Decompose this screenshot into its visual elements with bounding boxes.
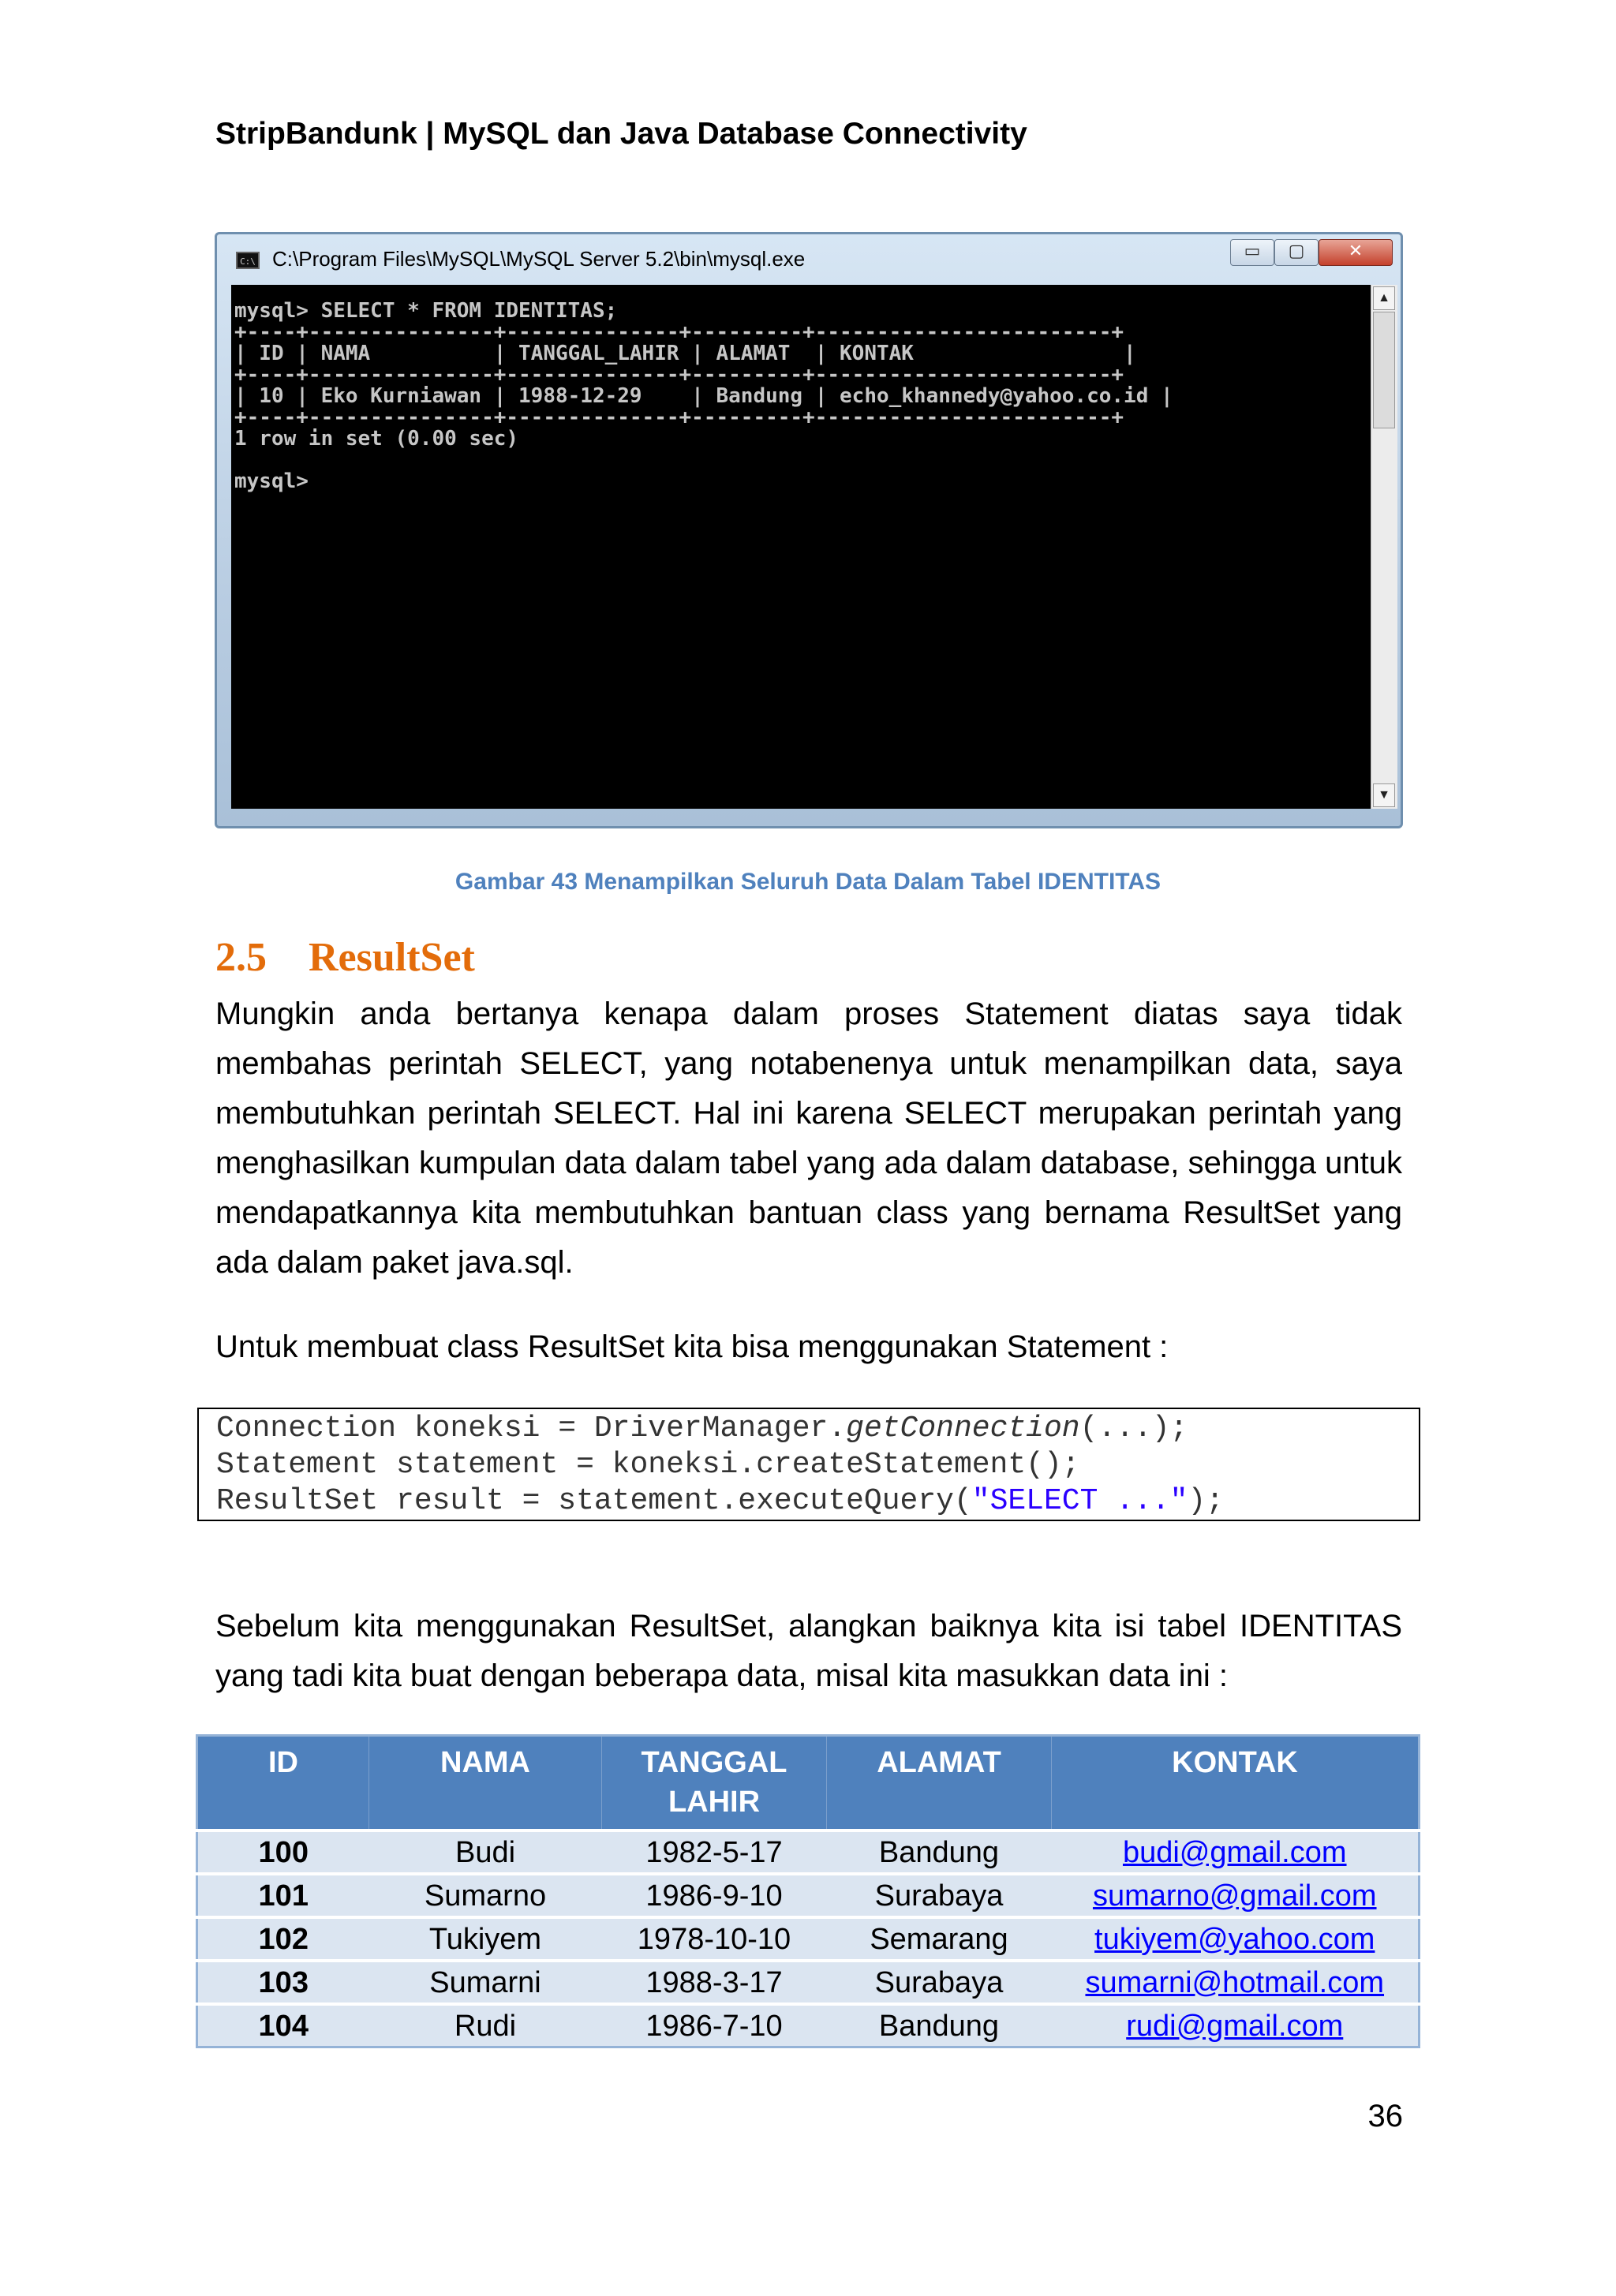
cell-nama: Budi [369,1830,602,1874]
identitas-data-table [196,1734,1420,2048]
maximize-button[interactable]: ▢ [1274,239,1319,266]
code-line-1: Connection koneksi = DriverManager.getConnection(...); [216,1412,1188,1445]
paragraph-statement: Untuk membuat class ResultSet kita bisa menggunakan Statement : [215,1329,1169,1364]
figure-caption: Gambar 43 Menampilkan Seluruh Data Dalam Tabel IDENTITAS [454,869,1162,895]
section-title: ResultSet [309,935,475,980]
console-text: mysql> SELECT * FROM IDENTITAS; +----+---------------+--------------+---------+------------------------+ | ID | NAMA | TANGGAL_LAHIR | ALAMAT | KONTAK | +----+---------------+--------------+---------+------------------------+ | 10 | Eko Kurniawan | 1988-12-29 | Bandung | echo_khannedy@yahoo.co.id | +----+---------------+--------------+---------+------------------------+ 1 row in set (0.00 sec) mysql> [234,299,1173,493]
column-header-tanggal-lahir: TANGGAL LAHIR [602,1736,827,1831]
cell-tanggal-lahir: 1986-9-10 [602,1874,827,1917]
email-link[interactable]: sumarni@hotmail.com [1085,1965,1385,1999]
table-row [197,1830,1420,1874]
cell-tanggal-lahir: 1988-3-17 [602,1961,827,2004]
table-row [197,1874,1420,1917]
cell-tanggal-lahir: 1978-10-10 [602,1917,827,1961]
cell-tanggal-lahir: 1986-7-10 [602,2004,827,2047]
column-header-kontak: KONTAK [1052,1736,1420,1831]
column-header-nama: NAMA [369,1736,602,1831]
section-heading [215,934,475,981]
cell-tanggal-lahir: 1982-5-17 [602,1830,827,1874]
cell-nama: Tukiyem [369,1917,602,1961]
email-link[interactable]: tukiyem@yahoo.com [1094,1922,1375,1956]
scroll-up-arrow-icon[interactable]: ▲ [1373,286,1395,310]
window-titlebar[interactable] [217,234,1401,283]
cell-alamat: Surabaya [827,1961,1052,2004]
close-button[interactable]: ✕ [1319,239,1393,266]
section-number: 2.5 [215,935,267,980]
cell-kontak [1052,1874,1420,1917]
cell-id: 103 [197,1961,369,2004]
cell-kontak [1052,1830,1420,1874]
column-header-alamat: ALAMAT [827,1736,1052,1831]
cell-alamat: Semarang [827,1917,1052,1961]
table-row [197,1917,1420,1961]
console-output[interactable] [231,285,1371,809]
cell-kontak [1052,1917,1420,1961]
cell-alamat: Bandung [827,2004,1052,2047]
email-link[interactable]: sumarno@gmail.com [1092,1879,1377,1913]
column-header-id: ID [197,1736,369,1831]
page-number: 36 [1367,2099,1403,2133]
cell-id: 101 [197,1874,369,1917]
code-block [197,1408,1420,1521]
paragraph-intro: Mungkin anda bertanya kenapa dalam proses Statement diatas saya tidak membahas perintah SELECT, yang notabenenya untuk menampilkan data, saya membutuhkan perintah SELECT. Hal ini karena SELECT merupakan perintah yang menghasilkan kumpulan data dalam tabel yang ada dalam database, sehingga untuk mendapatkannya kita membutuhkan bantuan class yang bernama ResultSet yang ada dalam paket java.sql. [215,997,1402,1280]
cell-id: 102 [197,1917,369,1961]
minimize-button[interactable]: ▭ [1230,239,1274,266]
cell-nama: Sumarni [369,1961,602,2004]
cell-kontak [1052,2004,1420,2047]
cell-alamat: Surabaya [827,1874,1052,1917]
cmd-icon: C:\ [236,252,260,269]
email-link[interactable]: rudi@gmail.com [1126,2009,1344,2043]
table-row [197,1961,1420,2004]
cell-id: 104 [197,2004,369,2047]
scroll-thumb[interactable] [1373,312,1395,428]
cell-kontak [1052,1961,1420,2004]
table-row [197,2004,1420,2047]
vertical-scrollbar[interactable] [1371,285,1397,809]
cell-id: 100 [197,1830,369,1874]
cell-nama: Sumarno [369,1874,602,1917]
window-title: C:\Program Files\MySQL\MySQL Server 5.2\bin\mysql.exe [272,247,806,271]
email-link[interactable]: budi@gmail.com [1122,1835,1347,1869]
code-line-3: ResultSet result = statement.executeQuery("SELECT ..."); [216,1484,1225,1518]
cell-alamat: Bandung [827,1830,1052,1874]
scroll-down-arrow-icon[interactable]: ▼ [1373,783,1395,807]
paragraph-before-resultset: Sebelum kita menggunakan ResultSet, alangkan baiknya kita isi tabel IDENTITAS yang tadi kita buat dengan beberapa data, misal kita masukkan data ini : [215,1609,1402,1693]
cell-nama: Rudi [369,2004,602,2047]
running-header: StripBandunk | MySQL dan Java Database Connectivity [215,117,1027,151]
code-line-2: Statement statement = koneksi.createStatement(); [216,1448,1080,1482]
table-header-row [197,1736,1420,1831]
console-window [215,232,1403,828]
